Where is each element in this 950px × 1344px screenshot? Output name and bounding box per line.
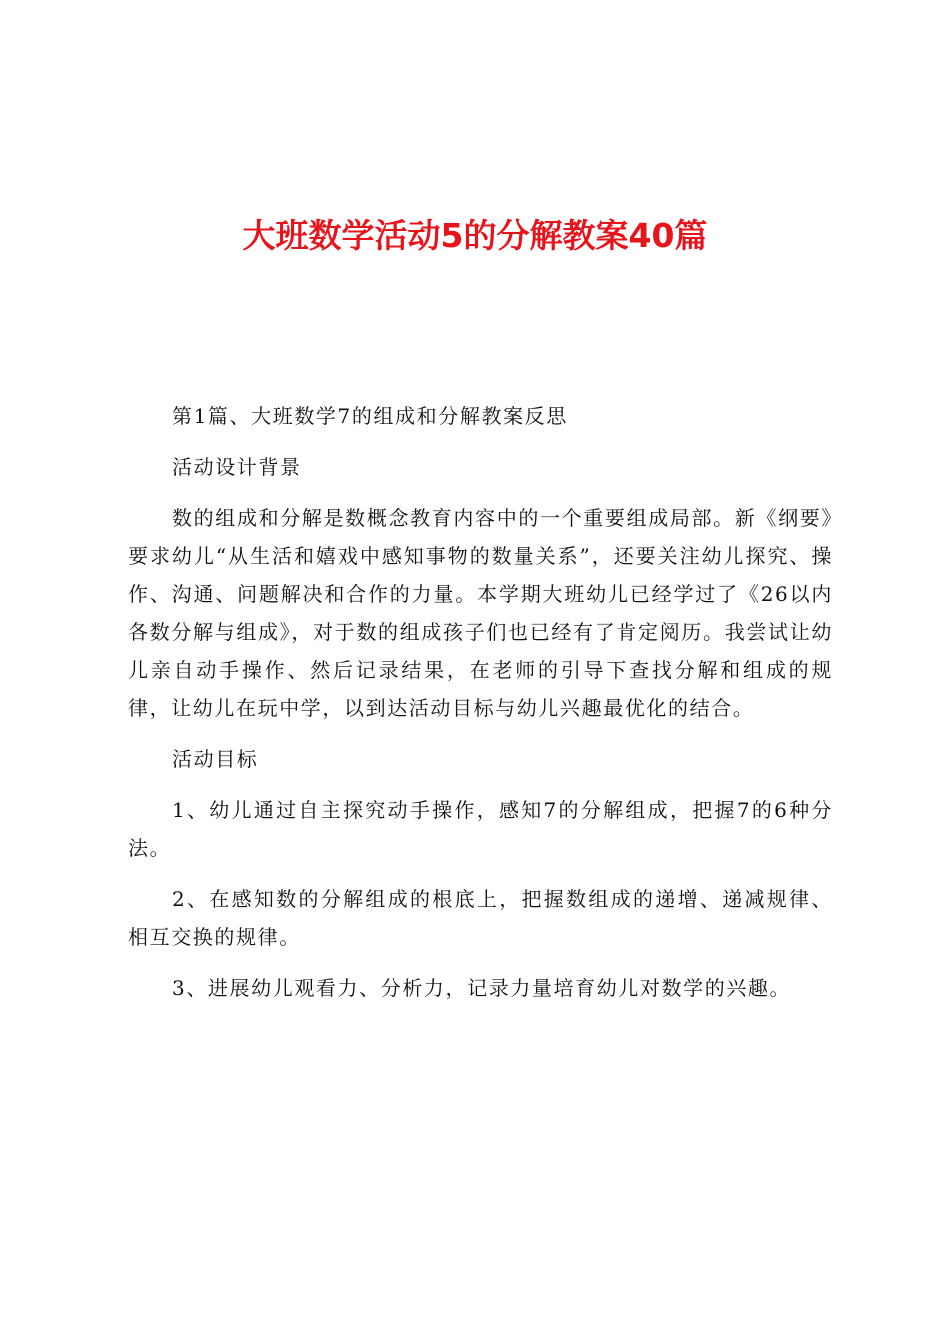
paragraph-background: 数的组成和分解是数概念教育内容中的一个重要组成局部。新《纲要》要求幼儿“从生活和嬉戏中感知事物的数量关系”，还要关注幼儿探究、操作、沟通、问题解决和合作的力量。本学期大班幼儿已经学过了《26以内各数分解与组成》，对于数的组成孩子们也已经有了肯定阅历。我尝试让幼儿亲自动手操作、然后记录结果，在老师的引导下查找分解和组成的规律，让幼儿在玩中学，以到达活动目标与幼儿兴趣最优化的结合。 — [128, 506, 833, 720]
document-body — [128, 397, 833, 1020]
subheading-background: 活动设计背景 — [172, 455, 302, 479]
section-heading: 第1篇、大班数学7的组成和分解教案反思 — [172, 404, 568, 428]
goal-item: 3、进展幼儿观看力、分析力，记录力量培育幼儿对数学的兴趣。 — [172, 976, 792, 1000]
goal-item: 2、在感知数的分解组成的根底上，把握数组成的递增、递减规律、相互交换的规律。 — [128, 887, 833, 949]
document-title: 大班数学活动5的分解教案40篇 — [242, 216, 708, 255]
subheading-goals: 活动目标 — [172, 747, 259, 771]
goal-item: 1、幼儿通过自主探究动手操作，感知7的分解组成，把握7的6种分法。 — [128, 798, 833, 860]
